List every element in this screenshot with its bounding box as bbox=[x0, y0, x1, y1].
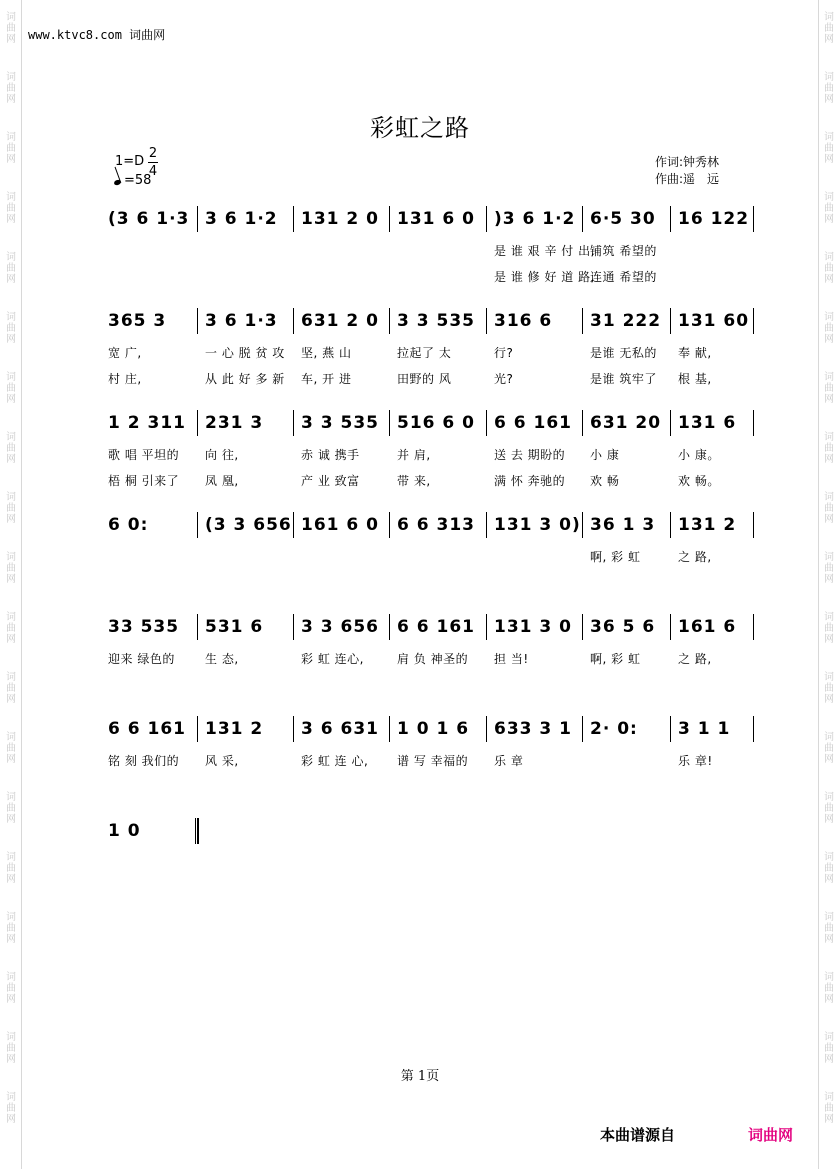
barline bbox=[293, 512, 294, 538]
barline bbox=[197, 512, 198, 538]
measure-notes: 6 6 161 bbox=[494, 413, 572, 433]
lyric-text: 彩 虹 连心, bbox=[301, 652, 364, 666]
watermark-mark: 词 曲 网 bbox=[824, 672, 834, 705]
barline bbox=[670, 614, 671, 640]
watermark-mark: 词 曲 网 bbox=[824, 612, 834, 645]
lyric-text: 凤 凰, bbox=[205, 474, 239, 488]
lyric-text: 一 心 脱 贫 攻 bbox=[205, 346, 285, 360]
measure-notes: 3 3 656 bbox=[301, 617, 379, 637]
barline bbox=[753, 512, 754, 538]
measure-notes: 6 6 313 bbox=[397, 515, 475, 535]
measure-notes: 161 6 bbox=[678, 617, 737, 637]
measure-notes: 131 2 bbox=[205, 719, 264, 739]
measure-notes: 131 60 bbox=[678, 311, 750, 331]
measure-notes: 131 2 bbox=[678, 515, 737, 535]
notation-row bbox=[100, 608, 755, 644]
measure-notes: 3 1 1 bbox=[678, 719, 731, 739]
lyric-text: 宽 广, bbox=[108, 346, 142, 360]
measure-notes: 631 20 bbox=[590, 413, 662, 433]
lyric-text: 啊, 彩 虹 bbox=[590, 550, 641, 564]
score-system bbox=[100, 608, 755, 696]
side-watermark-left bbox=[2, 0, 20, 1169]
lyric-text: 谱 写 幸福的 bbox=[397, 754, 469, 768]
watermark-mark: 词 曲 网 bbox=[824, 12, 834, 45]
barline bbox=[293, 308, 294, 334]
watermark-mark: 词 曲 网 bbox=[6, 1092, 16, 1125]
barline bbox=[582, 308, 583, 334]
score-system bbox=[100, 404, 755, 492]
measure-notes: 6 6 161 bbox=[108, 719, 186, 739]
left-border bbox=[21, 0, 22, 1169]
barline bbox=[486, 410, 487, 436]
site-name: 词曲网 bbox=[129, 28, 166, 42]
watermark-mark: 词 曲 网 bbox=[824, 252, 834, 285]
lyric-text: 迎来 绿色的 bbox=[108, 652, 175, 666]
lyric-text: 是 谁 修 好 道 路, bbox=[494, 270, 595, 284]
barline bbox=[582, 512, 583, 538]
lyric-text: 产 业 致富 bbox=[301, 474, 360, 488]
score-system bbox=[100, 302, 755, 390]
measure-notes: 131 3 0 bbox=[494, 617, 572, 637]
watermark-mark: 词 曲 网 bbox=[824, 1032, 834, 1065]
meter-top: 2 bbox=[148, 146, 158, 161]
watermark-mark: 词 曲 网 bbox=[824, 552, 834, 585]
quarter-note-icon bbox=[113, 179, 121, 186]
lyric-text: 梧 桐 引来了 bbox=[108, 474, 180, 488]
composer: 作曲:遥 远 bbox=[655, 172, 720, 186]
watermark-mark: 词 曲 网 bbox=[824, 972, 834, 1005]
barline bbox=[195, 818, 199, 844]
measure-notes: 316 6 bbox=[494, 311, 553, 331]
lyricist: 作词:钟秀林 bbox=[655, 155, 720, 169]
watermark-mark: 词 曲 网 bbox=[6, 132, 16, 165]
site-url: www.ktvc8.com bbox=[28, 28, 122, 42]
measure-notes: 1 2 311 bbox=[108, 413, 186, 433]
lyrics-verse-2 bbox=[100, 364, 755, 390]
barline bbox=[670, 716, 671, 742]
watermark-mark: 词 曲 网 bbox=[824, 1092, 834, 1125]
watermark-mark: 词 曲 网 bbox=[6, 12, 16, 45]
barline bbox=[197, 614, 198, 640]
lyric-text: 光? bbox=[494, 372, 514, 386]
measure-notes: 2· 0: bbox=[590, 719, 638, 739]
measure-notes: 131 2 0 bbox=[301, 209, 379, 229]
measure-notes: 531 6 bbox=[205, 617, 264, 637]
lyric-text: 乐 章! bbox=[678, 754, 713, 768]
lyrics-verse-1 bbox=[100, 848, 755, 874]
lyric-text: 坚, 燕 山 bbox=[301, 346, 352, 360]
score-system bbox=[100, 812, 755, 900]
score-system bbox=[100, 710, 755, 798]
lyric-text: 之 路, bbox=[678, 550, 712, 564]
measure-notes: 3 3 535 bbox=[301, 413, 379, 433]
lyrics-verse-1 bbox=[100, 746, 755, 772]
measure-notes: 31 222 bbox=[590, 311, 662, 331]
barline bbox=[389, 512, 390, 538]
measure-notes: 516 6 0 bbox=[397, 413, 475, 433]
watermark-mark: 词 曲 网 bbox=[824, 792, 834, 825]
watermark-mark: 词 曲 网 bbox=[6, 372, 16, 405]
lyric-text: 带 来, bbox=[397, 474, 431, 488]
lyric-text: 车, 开 进 bbox=[301, 372, 352, 386]
lyric-text: 赤 诚 携手 bbox=[301, 448, 360, 462]
right-border bbox=[818, 0, 819, 1169]
measure-notes: 131 6 0 bbox=[397, 209, 475, 229]
watermark-mark: 词 曲 网 bbox=[6, 912, 16, 945]
barline bbox=[197, 308, 198, 334]
watermark-mark: 词 曲 网 bbox=[6, 432, 16, 465]
watermark-mark: 词 曲 网 bbox=[6, 72, 16, 105]
barline bbox=[389, 716, 390, 742]
lyric-text: 根 基, bbox=[678, 372, 712, 386]
barline bbox=[293, 716, 294, 742]
barline bbox=[389, 308, 390, 334]
lyric-text: 铺筑 希望的 bbox=[590, 244, 657, 258]
measure-notes: 36 5 6 bbox=[590, 617, 656, 637]
lyric-text: 连通 希望的 bbox=[590, 270, 657, 284]
barline bbox=[670, 512, 671, 538]
measure-notes: 3 6 1·2 bbox=[205, 209, 278, 229]
barline bbox=[389, 410, 390, 436]
barline bbox=[582, 410, 583, 436]
lyrics-verse-1 bbox=[100, 236, 755, 262]
lyrics-verse-1 bbox=[100, 338, 755, 364]
lyric-text: 欢 畅 bbox=[590, 474, 620, 488]
lyric-text: 行? bbox=[494, 346, 514, 360]
lyric-text: 小 康。 bbox=[678, 448, 720, 462]
watermark-mark: 词 曲 网 bbox=[824, 732, 834, 765]
measure-notes: 365 3 bbox=[108, 311, 167, 331]
page-number: 第 1页 bbox=[400, 1069, 440, 1084]
lyrics-verse-2 bbox=[100, 262, 755, 288]
lyric-text: 欢 畅。 bbox=[678, 474, 720, 488]
barline bbox=[389, 614, 390, 640]
barline bbox=[486, 512, 487, 538]
lyric-text: 之 路, bbox=[678, 652, 712, 666]
lyric-text: 从 此 好 多 新 bbox=[205, 372, 285, 386]
lyric-text: 拉起了 太 bbox=[397, 346, 452, 360]
measure-notes: 1 0 1 6 bbox=[397, 719, 470, 739]
barline bbox=[486, 206, 487, 232]
watermark-mark: 词 曲 网 bbox=[6, 792, 16, 825]
lyric-text: 满 怀 奔驰的 bbox=[494, 474, 566, 488]
lyric-text: 铭 刻 我们的 bbox=[108, 754, 180, 768]
lyric-text: 小 康 bbox=[590, 448, 620, 462]
barline bbox=[753, 716, 754, 742]
measure-notes: (3 6 1·3 bbox=[108, 209, 190, 229]
barline bbox=[293, 614, 294, 640]
barline bbox=[753, 410, 754, 436]
song-title: 彩虹之路 bbox=[370, 114, 470, 142]
measure-notes: (3 3 656 bbox=[205, 515, 292, 535]
watermark-mark: 词 曲 网 bbox=[6, 972, 16, 1005]
barline bbox=[670, 206, 671, 232]
watermark-mark: 词 曲 网 bbox=[824, 432, 834, 465]
barline bbox=[670, 308, 671, 334]
lyric-text: 彩 虹 连 心, bbox=[301, 754, 369, 768]
watermark-mark: 词 曲 网 bbox=[6, 552, 16, 585]
measure-notes: )3 6 1·2 bbox=[494, 209, 576, 229]
lyric-text: 奉 献, bbox=[678, 346, 712, 360]
watermark-mark: 词 曲 网 bbox=[6, 612, 16, 645]
lyric-text: 风 采, bbox=[205, 754, 239, 768]
watermark-mark: 词 曲 网 bbox=[824, 312, 834, 345]
lyric-text: 是 谁 艰 辛 付 出, bbox=[494, 244, 595, 258]
measure-notes: 6 6 161 bbox=[397, 617, 475, 637]
barline bbox=[753, 206, 754, 232]
barline bbox=[197, 410, 198, 436]
notation-row bbox=[100, 506, 755, 542]
source-logo: 词曲网 bbox=[748, 1126, 794, 1144]
watermark-mark: 词 曲 网 bbox=[6, 312, 16, 345]
lyric-text: 担 当! bbox=[494, 652, 529, 666]
lyric-text: 啊, 彩 虹 bbox=[590, 652, 641, 666]
notation-row bbox=[100, 302, 755, 338]
measure-notes: 6 0: bbox=[108, 515, 149, 535]
lyric-text: 乐 章 bbox=[494, 754, 524, 768]
measure-notes: 161 6 0 bbox=[301, 515, 379, 535]
barline bbox=[486, 614, 487, 640]
score-system bbox=[100, 506, 755, 594]
measure-notes: 131 6 bbox=[678, 413, 737, 433]
barline bbox=[293, 206, 294, 232]
lyric-text: 送 去 期盼的 bbox=[494, 448, 566, 462]
measure-notes: 33 535 bbox=[108, 617, 180, 637]
lyrics-verse-2 bbox=[100, 874, 755, 900]
measure-notes: 16 122 bbox=[678, 209, 750, 229]
lyric-text: 歌 唱 平坦的 bbox=[108, 448, 180, 462]
lyrics-verse-2 bbox=[100, 466, 755, 492]
measure-notes: 1 0 bbox=[108, 821, 141, 841]
barline bbox=[753, 308, 754, 334]
watermark-mark: 词 曲 网 bbox=[6, 1032, 16, 1065]
lyric-text: 向 往, bbox=[205, 448, 239, 462]
barline bbox=[293, 410, 294, 436]
barline bbox=[486, 308, 487, 334]
lyric-text: 并 肩, bbox=[397, 448, 431, 462]
barline bbox=[582, 614, 583, 640]
barline bbox=[197, 716, 198, 742]
lyrics-verse-2 bbox=[100, 772, 755, 798]
watermark-mark: 词 曲 网 bbox=[824, 132, 834, 165]
lyric-text: 生 态, bbox=[205, 652, 239, 666]
watermark-mark: 词 曲 网 bbox=[824, 72, 834, 105]
lyrics-verse-1 bbox=[100, 644, 755, 670]
notation-row bbox=[100, 404, 755, 440]
tempo-value: =58 bbox=[124, 173, 152, 188]
lyrics-verse-2 bbox=[100, 568, 755, 594]
site-header bbox=[28, 26, 165, 43]
watermark-mark: 词 曲 网 bbox=[824, 912, 834, 945]
notation-row bbox=[100, 710, 755, 746]
measure-notes: 631 2 0 bbox=[301, 311, 379, 331]
lyric-text: 田野的 风 bbox=[397, 372, 452, 386]
lyrics-verse-2 bbox=[100, 670, 755, 696]
watermark-mark: 词 曲 网 bbox=[824, 372, 834, 405]
watermark-mark: 词 曲 网 bbox=[6, 732, 16, 765]
watermark-mark: 词 曲 网 bbox=[6, 192, 16, 225]
notation-row bbox=[100, 812, 755, 848]
lyric-text: 肩 负 神圣的 bbox=[397, 652, 469, 666]
lyric-text: 是谁 筑牢了 bbox=[590, 372, 657, 386]
watermark-mark: 词 曲 网 bbox=[6, 252, 16, 285]
watermark-mark: 词 曲 网 bbox=[824, 852, 834, 885]
watermark-mark: 词 曲 网 bbox=[824, 192, 834, 225]
measure-notes: 231 3 bbox=[205, 413, 264, 433]
key-signature: 1=D bbox=[115, 154, 145, 169]
barline bbox=[582, 206, 583, 232]
measure-notes: 131 3 0) bbox=[494, 515, 581, 535]
measure-notes: 6·5 30 bbox=[590, 209, 656, 229]
lyric-text: 村 庄, bbox=[108, 372, 142, 386]
measure-notes: 3 3 535 bbox=[397, 311, 475, 331]
barline bbox=[753, 614, 754, 640]
score-system bbox=[100, 200, 755, 288]
barline bbox=[670, 410, 671, 436]
barline bbox=[197, 206, 198, 232]
lyric-text: 是谁 无私的 bbox=[590, 346, 657, 360]
watermark-mark: 词 曲 网 bbox=[6, 852, 16, 885]
measure-notes: 3 6 631 bbox=[301, 719, 379, 739]
lyrics-verse-1 bbox=[100, 440, 755, 466]
meter-bottom: 4 bbox=[148, 164, 158, 179]
tempo-marking bbox=[114, 173, 151, 188]
lyrics-verse-1 bbox=[100, 542, 755, 568]
barline bbox=[582, 716, 583, 742]
notation-row bbox=[100, 200, 755, 236]
measure-notes: 633 3 1 bbox=[494, 719, 572, 739]
barline bbox=[389, 206, 390, 232]
watermark-mark: 词 曲 网 bbox=[6, 492, 16, 525]
measure-notes: 36 1 3 bbox=[590, 515, 656, 535]
source-label: 本曲谱源自 bbox=[600, 1126, 676, 1144]
watermark-mark: 词 曲 网 bbox=[6, 672, 16, 705]
watermark-mark: 词 曲 网 bbox=[824, 492, 834, 525]
measure-notes: 3 6 1·3 bbox=[205, 311, 278, 331]
side-watermark-right bbox=[820, 0, 838, 1169]
barline bbox=[486, 716, 487, 742]
